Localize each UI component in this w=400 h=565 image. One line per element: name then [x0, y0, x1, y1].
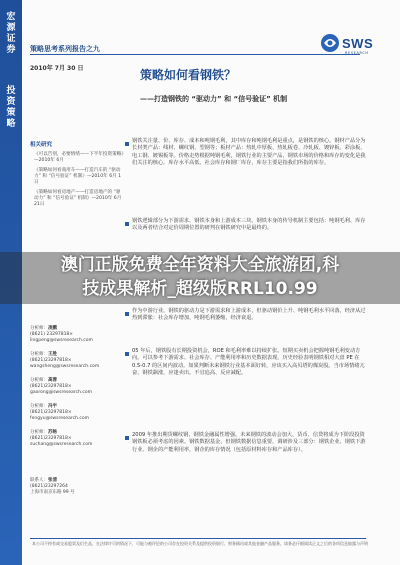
related-research-list — [34, 152, 124, 212]
related-research-label: 相关研究 — [30, 142, 53, 148]
body-paragraph: 钢铁逻辑部分为下游需求、钢铁本身和上游成本三块。钢铁本身的传导机制主要包括：吨钢毛利、库存以及两者结合对定价周期位置的研判在钢铁研究中是最终的。 — [132, 218, 366, 232]
analyst-block: 分析师：高蓉 (8621)23297818× gaorong@swsresearch.com — [30, 378, 92, 395]
bullet-icon — [125, 222, 129, 226]
banner-headline-line2[interactable]: 技成果解析_超级版RRL10.99 — [82, 279, 318, 299]
side-label-category: 投资策略 — [6, 86, 16, 129]
report-title: 策略如何看钢铁？ — [140, 68, 237, 82]
bullet-icon — [125, 312, 129, 316]
analyst-block: 分析师：苏畅 (8621)23297818× suchang@swsresearch.com — [30, 430, 93, 447]
body-paragraph: 05 年后，钢铁股有长期投资机会，ROE 和毛利率难以持续扩张。短期买卖机会把握吨钢毛利变动方向。可以参考下游需求、社会库存、产能利用率和历史数据表现。历史经验表明钢铁相对大盘 PE 在 0.5-0.7 的区间内波动。如果判断未来钢铁行业基本面好转，应该买入高贝塔的煤炭股。当市场情绪亢奋、钢铁飙涨，应逢卖出。不宜追高、反应减配。 — [132, 348, 365, 377]
logo-name: SWS — [342, 36, 374, 51]
header-divider — [30, 54, 360, 55]
body-paragraph: 2009 年推出期货螺纹钢，钢铁金融属性增强。未来钢铁的波动会加大，货币、信贷将成为下阶段投资钢铁板必须考虑的因素。钢铁数据基金，但钢铁数据信息重要，调研涉及三部分：钢铁企业、钢铁下游行业、钢企的产能利用率，钢企的库存情况（包括原材料库存和产品库存）。 — [132, 432, 366, 453]
disclaimer-footer: 本公司不持有或交易股票及衍生品，在法律许可的情况下，可能与被评论的公司存在投资关系及提供投资银行、财务顾问或其他金融产品服务。请务必仔细阅读正文之后的各项信息披露与声明 — [32, 541, 368, 546]
logo-subtitle: RESEARCH — [345, 51, 369, 55]
related-item[interactable]: 《可以告别，必要情绪——下半年投资策略》—2010年 6月 — [34, 152, 124, 163]
report-date: 2010年 7月 30 日 — [30, 65, 84, 72]
report-subtitle: ——打造钢铁的 “驱动力” 和 “信号验证” 机制 — [140, 95, 288, 103]
body-paragraph: 作为中游行业，钢铁的驱动力是下游需求和上游成本，但驱动钢价上升、吨钢毛利水平回落，经济从过热到滞胀：社会库存增加，吨钢毛利萎缩，经济衰退。 — [132, 308, 366, 322]
contact-block: 联系人：张清 (8621)23297264 上海市南京东路 99 号 — [30, 478, 75, 495]
related-item[interactable]: 《策略如何看房地产——打造房地产的 “驱动力” 和 “信号验证” 机制》—2010年 6月 21日 — [34, 190, 122, 207]
side-label-company: 宏源证券 — [6, 12, 16, 55]
body-paragraph: 钢铁关注量、价、库存、成本和吨钢毛利，其中库存和吨钢毛利是重点，是钢铁的核心。钢材产品分为长材类产品：线材、螺纹钢、型钢等；板材产品：热轧中厚板、热轧板卷、冷轧板、镀锌板、彩涂板、电工钢、镀锡板等。价格走势根据吨钢毛利，钢铁行业的主要产品，钢铁市场的价格和库存的变化是我们关注的核心。库存水平高低、社会库存和钢厂库存，库存主要是指我们所指的库存。 — [132, 138, 366, 167]
analyst-block: 分析师：冯宇 (8621)23297818× fengyu@swsresearch.com — [30, 404, 89, 421]
bullet-icon — [125, 352, 129, 356]
bullet-icon — [125, 436, 129, 440]
analyst-block: 分析师：凌鹏 (8621) 23297818× lingpeng@swsresearch.com — [30, 326, 93, 343]
report-series: 策略思考系列报告之九 — [30, 45, 100, 53]
banner-headline-line1[interactable]: 澳门正版免费全年资料大全旅游团,科 — [60, 255, 340, 275]
bullet-icon — [125, 142, 129, 146]
footer-divider — [30, 538, 366, 539]
related-item[interactable]: 《策略如何看商用车——打造汽车的 “驱动力” 和 “信号验证” 机制》—2010年 6月 1日 — [34, 168, 122, 185]
analyst-block: 分析师：王胜 (8621)23297818× wangsheng@swsresearch.com — [30, 352, 100, 369]
